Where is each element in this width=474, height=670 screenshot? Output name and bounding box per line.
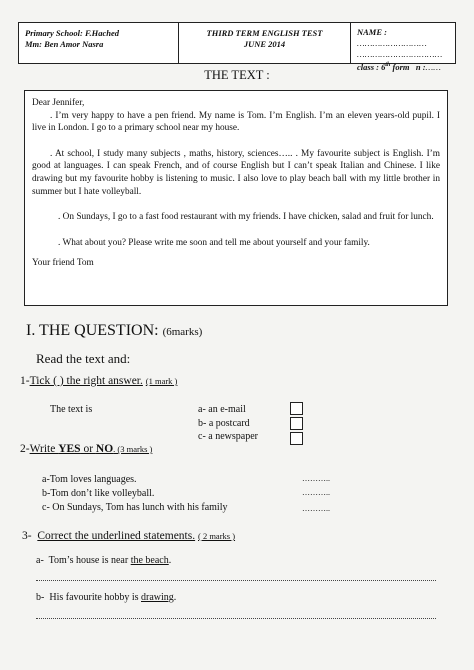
q2-item-a: a-Tom loves languages. [42,474,137,485]
question-heading [26,322,202,340]
test-date: JUNE 2014 [243,39,286,49]
letter-signature: Your friend Tom [32,258,94,269]
q1-checkbox-c[interactable] [290,432,303,445]
name-field-line2[interactable]: …………………………… [357,49,443,59]
question-marks: (6marks) [162,326,203,338]
q1-stem: The text is [50,404,93,415]
class-label: class : 6 [357,61,386,72]
header-table [18,22,456,72]
q2-item-c: c- On Sundays, Tom has lunch with his family [42,502,228,513]
q3-item-b: b- His favourite hobby is drawing. [36,592,177,603]
q2-item-b: b-Tom don’t like volleyball. [42,488,155,499]
header-school-cell [19,23,179,63]
q2-heading [20,443,152,455]
q3-b-answer-line[interactable] [36,618,436,619]
teacher-name: Mm: Ben Amor Nasra [25,39,104,49]
q2-answer-c[interactable]: ……….. [302,504,330,513]
q3-marks: ( 2 marks ) [197,531,236,541]
text-section-title: THE TEXT : [204,68,270,82]
q1-checkbox-a[interactable] [290,402,303,415]
q3-a-label: a- [36,555,44,566]
letter-paragraph-2: . At school, I study many subjects , maths, history, sciences….. . My favourite subject is English. I’m good at languages. I can speak French, and of course English but I can’t speak Italian and Chinese. I like drawing but my favourite hobby is listening to music. I also love to play beach ball with my little brother in summer but I hate volleyball. [32,148,440,197]
header-name-cell [351,23,455,72]
name-label: NAME : [357,27,387,37]
q1-checkbox-b[interactable] [290,417,303,430]
name-field[interactable]: ……………………… [357,38,427,48]
q2-no: NO [95,443,114,455]
q3-a-underlined: the beach [130,555,169,566]
q3-b-label: b- [36,592,45,603]
q3-number: 3- [22,530,32,542]
q2-number: 2- [20,443,30,455]
q2-answer-b[interactable]: ……….. [302,488,330,497]
header-title-cell [179,23,351,63]
q2-answer-a[interactable]: ……….. [302,474,330,483]
letter-paragraph-1: . I’m very happy to have a pen friend. My name is Tom. I’m English. I’m an eleven years-old pupil. I live in London. I go to a primary school near my house. [32,110,440,134]
q1-marks: (1 mark ) [145,376,178,386]
letter-paragraph-4: . What about you? Please write me soon and tell me about yourself and your family. [58,237,370,248]
class-sup: th [385,62,391,68]
q3-b-underlined: drawing [141,592,174,603]
q2-yes: YES [58,443,81,455]
letter-box [24,90,448,306]
q1-number: 1- [20,375,30,387]
n-label: n : [415,61,426,72]
q1-heading [20,375,177,387]
q3-b-text: His favourite hobby is [49,592,141,603]
q2-marks: . (3 marks ) [113,444,153,454]
question-heading-text: I. THE QUESTION: [26,322,159,339]
letter-greeting: Dear Jennifer, [32,98,85,108]
q1-label: Tick ( ) the right answer. [29,375,143,387]
q3-a-text: Tom’s house is near [48,555,131,566]
q3-a-answer-line[interactable] [36,580,436,581]
q3-item-a: a- Tom’s house is near the beach. [36,555,172,566]
n-field[interactable]: …… [425,61,442,72]
q1-option-a: a- an e-mail [198,404,246,415]
q2-label: Write [29,443,59,455]
q3-heading [22,530,235,542]
read-instruction: Read the text and: [36,351,131,366]
letter-paragraph-3: . On Sundays, I go to a fast food restaurant with my friends. I have chicken, salad and fruit for lunch. [58,212,434,223]
q1-option-b: b- a postcard [198,418,250,429]
test-title: THIRD TERM ENGLISH TEST [206,28,323,38]
q3-label: Correct the underlined statements. [37,530,196,542]
school-name: Primary School: F.Hached [25,28,120,38]
q2-or: or [80,443,96,455]
form-label: form [392,61,410,72]
q1-option-c: c- a newspaper [198,431,258,442]
